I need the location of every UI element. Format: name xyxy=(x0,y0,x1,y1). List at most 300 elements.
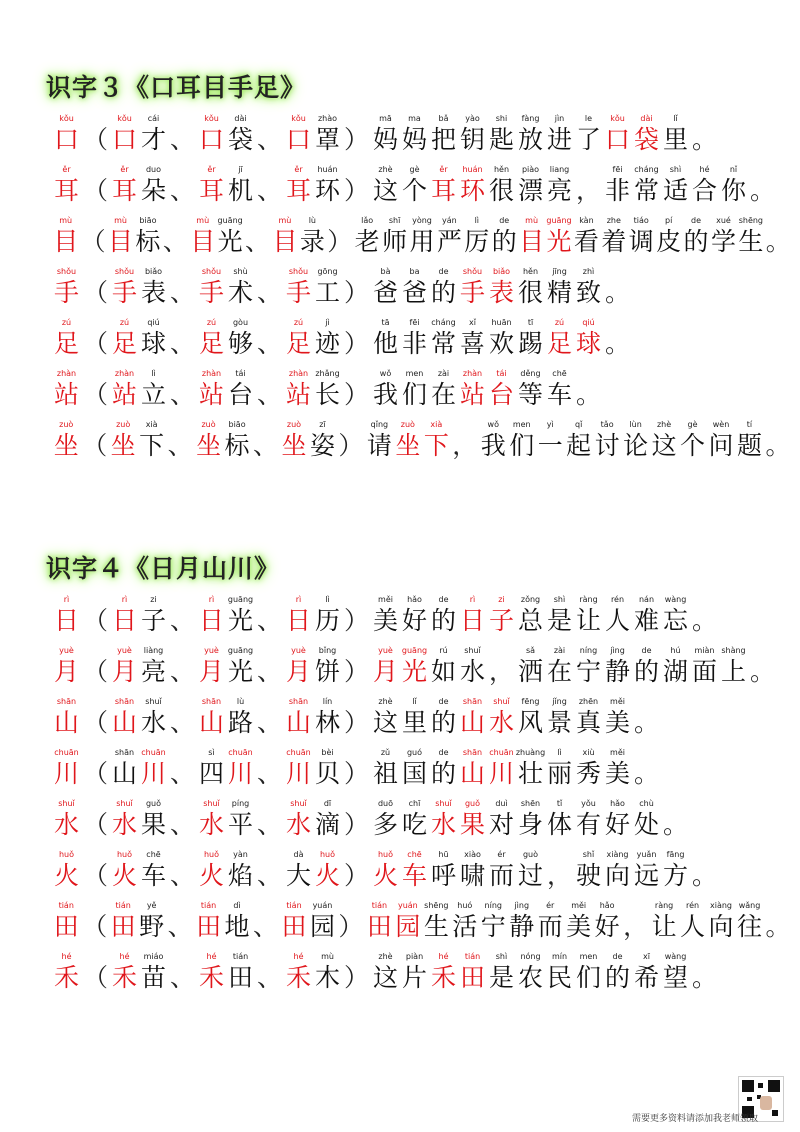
pinyin-label: tǎo xyxy=(600,420,614,429)
character-unit xyxy=(429,951,458,993)
hanzi-char: ） xyxy=(338,912,364,941)
pinyin-label: men xyxy=(512,420,531,429)
hanzi-char: 老 xyxy=(354,227,380,256)
pinyin-label: men xyxy=(405,369,424,378)
character-unit xyxy=(458,164,487,206)
hanzi-char: 目 xyxy=(272,227,298,256)
pinyin-label: lì xyxy=(151,369,156,378)
character-unit xyxy=(574,696,603,738)
pinyin-label: měi xyxy=(610,748,625,757)
character-unit xyxy=(139,266,168,308)
pinyin-label: wǒ xyxy=(379,369,392,378)
pinyin-label: yuán xyxy=(312,901,333,910)
character-unit xyxy=(313,798,342,840)
hanzi-char: 等 xyxy=(517,380,543,409)
character-unit xyxy=(313,113,342,155)
character-unit xyxy=(600,215,627,257)
pinyin-label: guāng xyxy=(227,646,254,655)
hanzi-char: 、 xyxy=(253,431,279,460)
character-unit xyxy=(226,113,255,155)
pinyin-label: zhàn xyxy=(56,369,77,378)
character-unit xyxy=(516,594,545,636)
hanzi-char: 、 xyxy=(256,963,282,992)
hanzi-char: 匙 xyxy=(488,125,514,154)
hanzi-char: 风 xyxy=(517,708,543,737)
hanzi-char: 进 xyxy=(546,125,572,154)
pinyin-label: hěn xyxy=(493,165,510,174)
hanzi-char: 足 xyxy=(53,329,79,358)
hanzi-char: 放 xyxy=(517,125,543,154)
pinyin-label: biǎo xyxy=(144,267,163,276)
character-unit xyxy=(487,951,516,993)
pinyin-label: mù xyxy=(114,216,127,225)
punctuation xyxy=(251,900,279,942)
character-unit xyxy=(371,594,400,636)
pinyin-label: shuǐ xyxy=(493,697,510,706)
hanzi-char: 够 xyxy=(227,329,253,358)
punctuation xyxy=(168,594,197,636)
pinyin-label: shì xyxy=(495,952,508,961)
hanzi-char: 平 xyxy=(227,810,253,839)
character-unit xyxy=(139,317,168,359)
character-unit xyxy=(110,594,139,636)
example-line xyxy=(52,206,792,257)
hanzi-char: ， xyxy=(488,657,514,686)
hanzi-char: 朵 xyxy=(140,176,166,205)
pinyin-label: bèi xyxy=(321,748,334,757)
hanzi-char: 园 xyxy=(309,912,335,941)
hanzi-char: 常 xyxy=(430,329,456,358)
pinyin-label: guó xyxy=(406,748,423,757)
hanzi-char: 迹 xyxy=(314,329,340,358)
character-unit xyxy=(516,951,545,993)
character-unit xyxy=(52,798,81,840)
hanzi-char: 焰 xyxy=(227,861,253,890)
punctuation xyxy=(168,849,197,891)
character-unit xyxy=(735,900,763,942)
pinyin-label: dài xyxy=(640,114,653,123)
hanzi-char: 、 xyxy=(256,125,282,154)
hanzi-char: 、 xyxy=(169,810,195,839)
hanzi-char: ） xyxy=(343,861,369,890)
pinyin-label: kǒu xyxy=(610,114,625,123)
hanzi-char: 丽 xyxy=(546,759,572,788)
character-unit xyxy=(661,164,690,206)
hanzi-char: 球 xyxy=(575,329,601,358)
character-unit xyxy=(487,747,516,789)
hanzi-char: 学 xyxy=(710,227,736,256)
character-unit xyxy=(429,747,458,789)
pinyin-label: huǒ xyxy=(58,850,75,859)
hanzi-char: ） xyxy=(343,380,369,409)
hanzi-char: （ xyxy=(82,329,108,358)
punctuation xyxy=(690,951,719,993)
hanzi-char: 站 xyxy=(198,380,224,409)
character-unit xyxy=(52,368,81,410)
character-unit xyxy=(226,951,255,993)
pinyin-label: dī xyxy=(323,799,332,808)
hanzi-char: 。 xyxy=(765,227,791,256)
character-unit xyxy=(516,849,545,891)
character-unit xyxy=(564,900,592,942)
character-unit xyxy=(458,747,487,789)
pinyin-label: yán xyxy=(442,216,457,225)
hanzi-char: 真 xyxy=(575,708,601,737)
punctuation xyxy=(251,419,279,461)
pinyin-label: shǒu xyxy=(201,267,222,276)
hanzi-char: ） xyxy=(343,708,369,737)
punctuation xyxy=(603,266,632,308)
pinyin-label: liang xyxy=(549,165,570,174)
lesson-block-1 xyxy=(52,104,792,461)
character-unit xyxy=(400,594,429,636)
pinyin-label: shān xyxy=(114,697,135,706)
hanzi-char: 、 xyxy=(256,657,282,686)
character-unit xyxy=(371,645,400,687)
character-unit xyxy=(52,317,81,359)
punctuation xyxy=(603,317,632,359)
pinyin-label: hū xyxy=(438,850,449,859)
pinyin-label: jǐng xyxy=(552,697,567,706)
pinyin-label: zhe xyxy=(606,216,621,225)
pinyin-label: huán xyxy=(317,165,338,174)
hanzi-char: 水 xyxy=(285,810,311,839)
character-unit xyxy=(371,368,400,410)
pinyin-label: huǒ xyxy=(116,850,133,859)
character-unit xyxy=(271,215,298,257)
character-unit xyxy=(394,900,422,942)
pinyin-label: guāng xyxy=(227,595,254,604)
hanzi-char: 有 xyxy=(575,810,601,839)
hanzi-char: 坐 xyxy=(53,431,79,460)
punctuation xyxy=(168,266,197,308)
punctuation xyxy=(342,164,371,206)
hanzi-char: 日 xyxy=(198,606,224,635)
character-unit xyxy=(139,747,168,789)
hanzi-char: 厉 xyxy=(464,227,490,256)
hanzi-char: 个 xyxy=(401,176,427,205)
hanzi-char: 、 xyxy=(169,125,195,154)
example-line xyxy=(52,104,792,155)
hanzi-char: 水 xyxy=(459,657,485,686)
punctuation xyxy=(632,696,661,738)
hanzi-char: 台 xyxy=(227,380,253,409)
character-unit xyxy=(284,849,313,891)
pinyin-label: piàn xyxy=(405,952,424,961)
character-unit xyxy=(365,900,393,942)
hanzi-char: 、 xyxy=(167,912,193,941)
pinyin-label: lín xyxy=(322,697,333,706)
character-unit xyxy=(313,317,342,359)
character-unit xyxy=(52,900,80,942)
pinyin-label: zhàn xyxy=(114,369,135,378)
punctuation xyxy=(255,368,284,410)
pinyin-label: hǎo xyxy=(610,799,625,808)
pinyin-label: shān xyxy=(462,697,483,706)
pinyin-label: shuǐ xyxy=(145,697,162,706)
hanzi-char: 园 xyxy=(395,912,421,941)
hanzi-char: 。 xyxy=(575,380,601,409)
character-unit xyxy=(308,900,336,942)
character-unit xyxy=(313,594,342,636)
character-unit xyxy=(682,215,709,257)
hanzi-char: 手 xyxy=(459,278,485,307)
hanzi-char: 国 xyxy=(401,759,427,788)
hanzi-char: 方 xyxy=(662,861,688,890)
character-unit xyxy=(487,317,516,359)
character-unit xyxy=(197,266,226,308)
hanzi-char: 好 xyxy=(594,912,620,941)
pinyin-label: guǒ xyxy=(145,799,162,808)
character-unit xyxy=(371,113,400,155)
pinyin-label: mā xyxy=(379,114,392,123)
punctuation xyxy=(168,798,197,840)
hanzi-char: 机 xyxy=(227,176,253,205)
hanzi-char: 录 xyxy=(299,227,325,256)
pinyin-label: sǎ xyxy=(525,646,536,655)
punctuation xyxy=(661,798,690,840)
pinyin-label: zhàn xyxy=(288,369,309,378)
character-unit xyxy=(661,849,690,891)
pinyin-label: guǒ xyxy=(464,799,481,808)
punctuation xyxy=(255,798,284,840)
hanzi-char: 贝 xyxy=(314,759,340,788)
character-unit xyxy=(491,215,518,257)
pinyin-label: huǒ xyxy=(319,850,336,859)
hanzi-char: 、 xyxy=(169,708,195,737)
pinyin-label: gè xyxy=(687,420,698,429)
hanzi-char: 非 xyxy=(604,176,630,205)
pinyin-label: shān xyxy=(201,697,222,706)
hanzi-char: （ xyxy=(82,125,108,154)
pinyin-label: shuǐ xyxy=(464,646,481,655)
pinyin-label: jìng xyxy=(514,901,530,910)
character-unit xyxy=(353,215,380,257)
hanzi-char: 、 xyxy=(253,912,279,941)
hanzi-char: 光 xyxy=(546,227,572,256)
character-unit xyxy=(284,747,313,789)
punctuation xyxy=(342,849,371,891)
hanzi-char: 。 xyxy=(691,606,717,635)
hanzi-char: 田 xyxy=(281,912,307,941)
pinyin-label: bà xyxy=(380,267,391,276)
character-unit xyxy=(226,747,255,789)
pinyin-label: yào xyxy=(465,114,480,123)
character-unit xyxy=(632,594,661,636)
character-unit xyxy=(429,594,458,636)
hanzi-char: 、 xyxy=(162,227,188,256)
pinyin-label: chē xyxy=(552,369,567,378)
pinyin-label: biǎo xyxy=(492,267,511,276)
pinyin-label: ma xyxy=(408,114,421,123)
character-unit xyxy=(436,215,463,257)
character-unit xyxy=(487,696,516,738)
hanzi-char: ） xyxy=(327,227,353,256)
punctuation xyxy=(255,113,284,155)
pinyin-label: qǐng xyxy=(370,420,389,429)
character-unit xyxy=(197,368,226,410)
character-unit xyxy=(110,798,139,840)
pinyin-label: qǐ xyxy=(575,420,583,429)
hanzi-char: 饼 xyxy=(314,657,340,686)
character-unit xyxy=(508,419,536,461)
character-unit xyxy=(371,798,400,840)
hanzi-char: 精 xyxy=(546,278,572,307)
hanzi-char: 的 xyxy=(430,759,456,788)
hanzi-char: 亮 xyxy=(546,176,572,205)
character-unit xyxy=(661,645,690,687)
hanzi-char: （ xyxy=(82,606,108,635)
character-unit xyxy=(458,368,487,410)
pinyin-label: shān xyxy=(288,697,309,706)
hanzi-char: ， xyxy=(452,431,478,460)
character-unit xyxy=(371,696,400,738)
character-unit xyxy=(661,113,690,155)
hanzi-char: 、 xyxy=(169,759,195,788)
hanzi-char: （ xyxy=(82,810,108,839)
hanzi-char: 驶 xyxy=(575,861,601,890)
character-unit xyxy=(429,798,458,840)
pinyin-label: shān xyxy=(114,748,135,757)
hanzi-char: 水 xyxy=(111,810,137,839)
punctuation xyxy=(342,368,371,410)
hanzi-char: 四 xyxy=(198,759,224,788)
hanzi-char: 、 xyxy=(169,963,195,992)
character-unit xyxy=(110,113,139,155)
pinyin-label: zú xyxy=(61,318,72,327)
hanzi-char: 远 xyxy=(633,861,659,890)
pinyin-label: zhēn xyxy=(578,697,599,706)
pinyin-label: lǐ xyxy=(673,114,678,123)
hanzi-char: 人 xyxy=(604,606,630,635)
punctuation xyxy=(81,849,110,891)
pinyin-label: chuān xyxy=(54,748,79,757)
character-unit xyxy=(545,368,574,410)
hanzi-char: 静 xyxy=(509,912,535,941)
character-unit xyxy=(197,164,226,206)
hanzi-char: 严 xyxy=(436,227,462,256)
pinyin-label: hé xyxy=(293,952,304,961)
hanzi-char: 历 xyxy=(314,606,340,635)
character-unit xyxy=(429,164,458,206)
character-unit xyxy=(621,419,649,461)
character-unit xyxy=(458,849,487,891)
pinyin-label: yǒu xyxy=(581,799,596,808)
hanzi-char: 川 xyxy=(488,759,514,788)
pinyin-label: ěr xyxy=(120,165,129,174)
character-unit xyxy=(139,594,168,636)
pinyin-label: jī xyxy=(238,165,243,174)
hanzi-char: 禾 xyxy=(198,963,224,992)
pinyin-label: zú xyxy=(206,318,217,327)
character-unit xyxy=(400,645,429,687)
hanzi-char: 对 xyxy=(488,810,514,839)
pinyin-label: zú xyxy=(554,318,565,327)
hanzi-char: 川 xyxy=(53,759,79,788)
character-unit xyxy=(197,113,226,155)
character-unit xyxy=(603,747,632,789)
hanzi-char: 车 xyxy=(546,380,572,409)
character-unit xyxy=(226,266,255,308)
hanzi-char: 好 xyxy=(401,606,427,635)
hanzi-char: 致 xyxy=(575,278,601,307)
hanzi-char: 们 xyxy=(401,380,427,409)
character-unit xyxy=(707,900,735,942)
hanzi-char: 吃 xyxy=(401,810,427,839)
hanzi-char: 题 xyxy=(736,431,762,460)
punctuation xyxy=(81,645,110,687)
hanzi-char: ） xyxy=(343,810,369,839)
character-unit xyxy=(110,266,139,308)
hanzi-char: 喜 xyxy=(459,329,485,358)
hanzi-char: 耳 xyxy=(53,176,79,205)
punctuation xyxy=(81,594,110,636)
character-unit xyxy=(487,368,516,410)
example-line xyxy=(52,636,792,687)
punctuation xyxy=(168,113,197,155)
character-unit xyxy=(52,951,81,993)
hanzi-char: 静 xyxy=(604,657,630,686)
punctuation xyxy=(168,951,197,993)
pinyin-label: tián xyxy=(200,901,217,910)
hanzi-char: （ xyxy=(82,176,108,205)
hanzi-char: 妈 xyxy=(401,125,427,154)
hanzi-char: 月 xyxy=(372,657,398,686)
hanzi-char: 、 xyxy=(167,431,193,460)
hanzi-char: 目 xyxy=(190,227,216,256)
character-unit xyxy=(678,900,706,942)
hanzi-char: 身 xyxy=(517,810,543,839)
pinyin-label: huó xyxy=(457,901,473,910)
pinyin-label: chē xyxy=(407,850,422,859)
pinyin-label: tián xyxy=(58,901,74,910)
hanzi-char: 月 xyxy=(285,657,311,686)
pinyin-label: kàn xyxy=(579,216,594,225)
character-unit xyxy=(226,368,255,410)
character-unit xyxy=(603,594,632,636)
character-unit xyxy=(400,266,429,308)
pinyin-label: lǎo xyxy=(361,216,374,225)
punctuation xyxy=(748,645,777,687)
pinyin-label: men xyxy=(579,952,598,961)
hanzi-char: 总 xyxy=(517,606,543,635)
pinyin-label: de xyxy=(438,267,449,276)
character-unit xyxy=(52,747,81,789)
hanzi-char: 着 xyxy=(601,227,627,256)
hanzi-char: 水 xyxy=(53,810,79,839)
character-unit xyxy=(593,419,621,461)
hanzi-char: 片 xyxy=(401,963,427,992)
character-unit xyxy=(134,215,161,257)
hanzi-char: 里 xyxy=(662,125,688,154)
hanzi-char: 耳 xyxy=(430,176,456,205)
hanzi-char: 欢 xyxy=(488,329,514,358)
hanzi-char: 禾 xyxy=(53,963,79,992)
example-line xyxy=(52,789,792,840)
pinyin-label: duo xyxy=(145,165,162,174)
hanzi-char: 请 xyxy=(366,431,392,460)
hanzi-char: （ xyxy=(82,380,108,409)
character-unit xyxy=(139,849,168,891)
hanzi-char: 禾 xyxy=(430,963,456,992)
example-line xyxy=(52,359,792,410)
pinyin-label: fēng xyxy=(521,697,540,706)
character-unit xyxy=(197,849,226,891)
character-unit xyxy=(574,266,603,308)
pinyin-label: hé xyxy=(206,952,217,961)
character-unit xyxy=(52,113,81,155)
hanzi-char: 水 xyxy=(488,708,514,737)
